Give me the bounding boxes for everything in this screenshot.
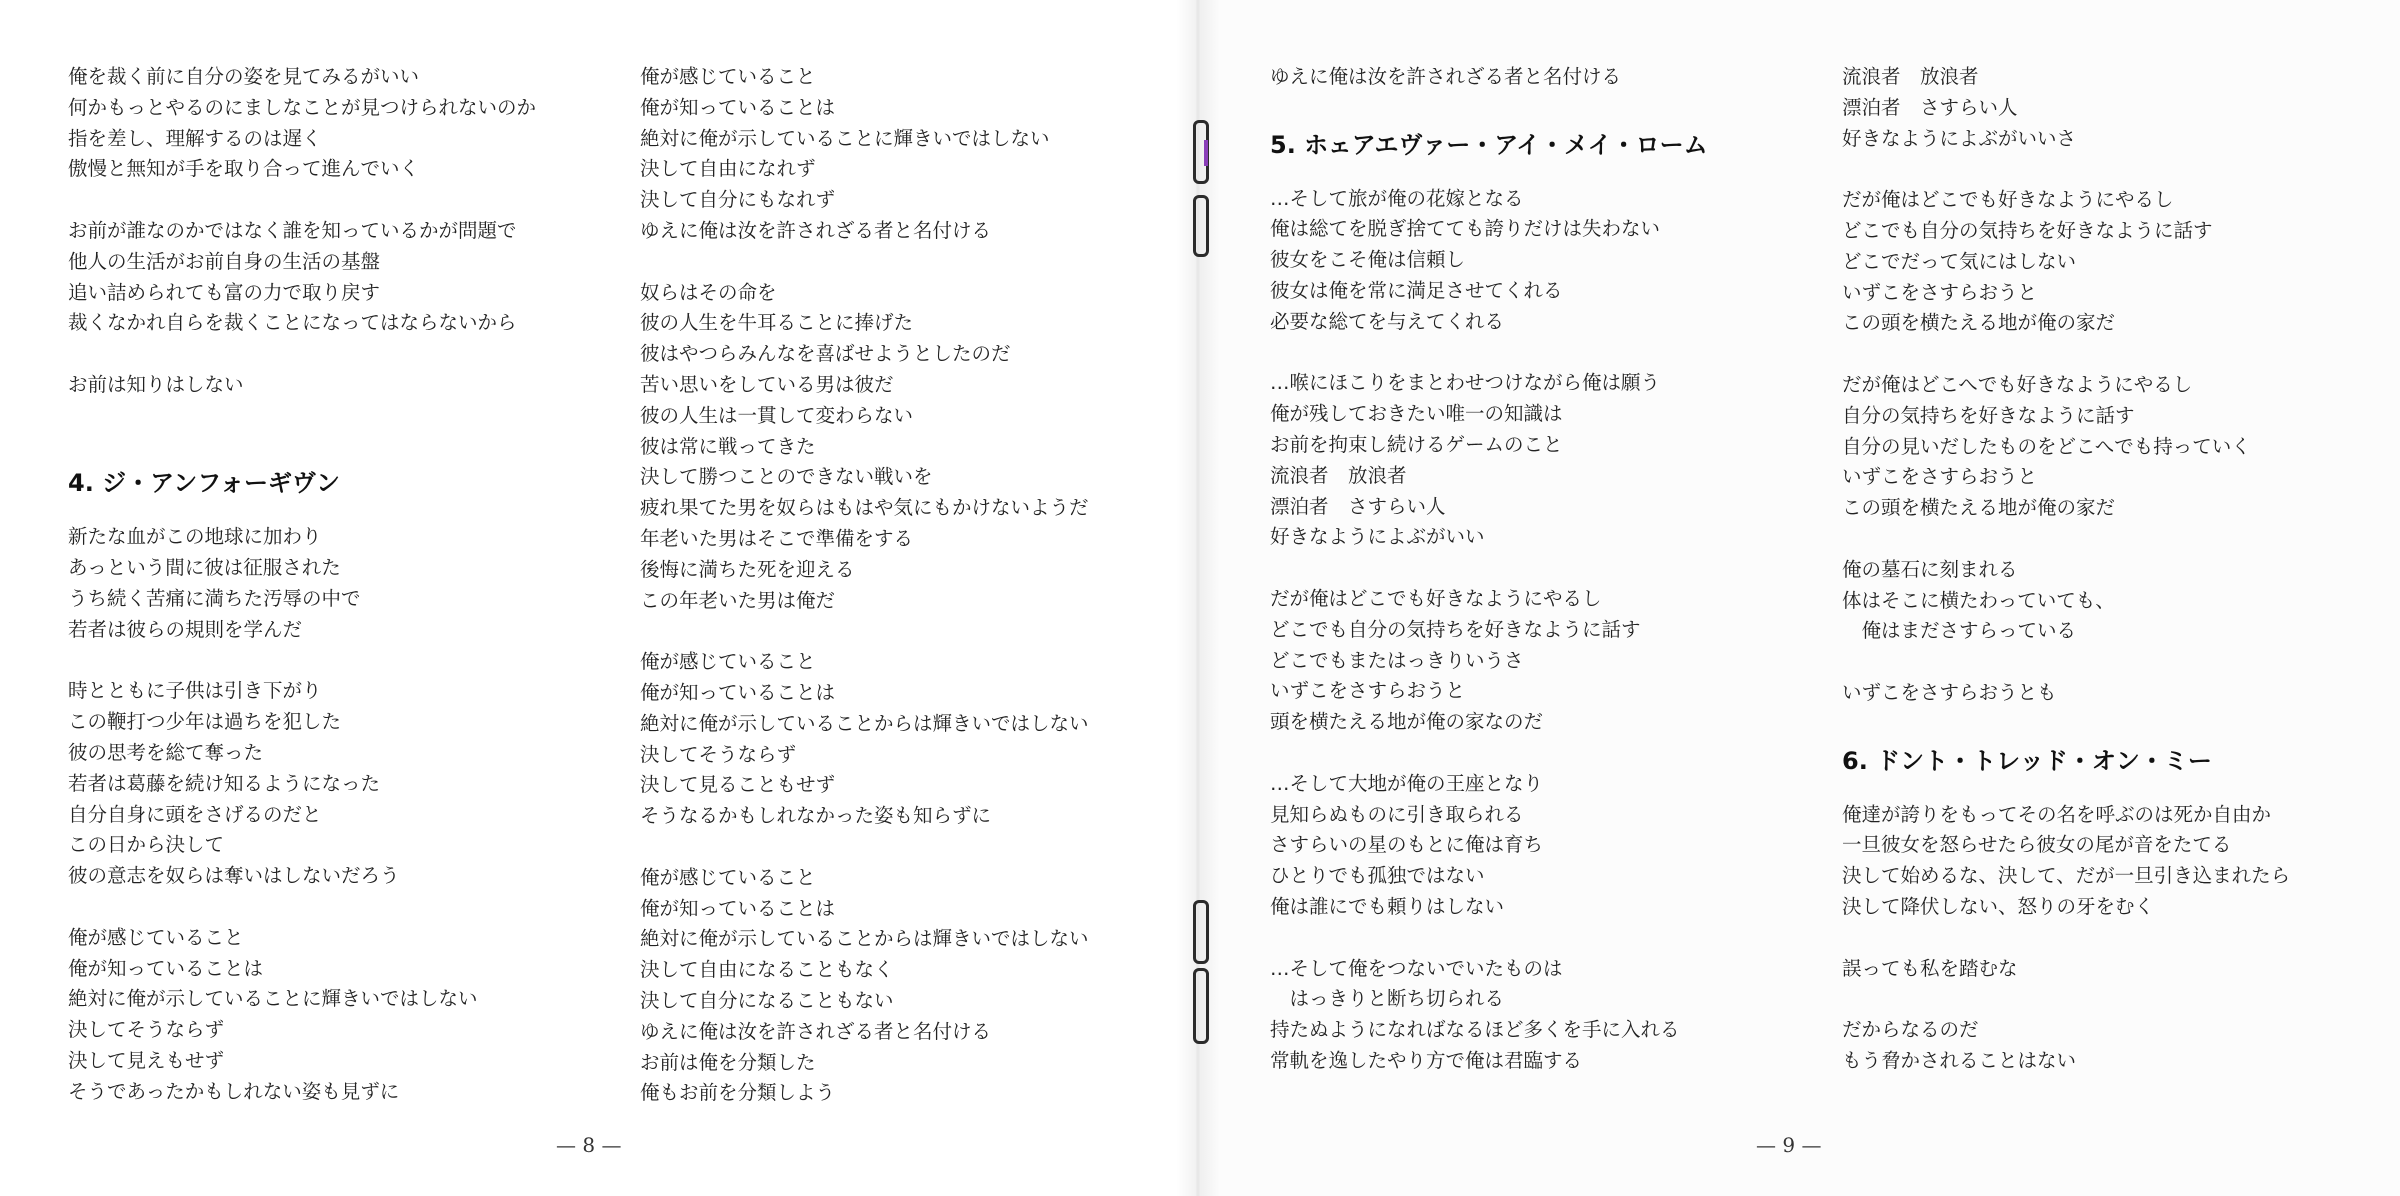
lyric-line: 若者は彼らの規則を学んだ: [68, 617, 303, 641]
stanza-gap: [640, 832, 1200, 863]
stanza-gap: [1270, 923, 1830, 954]
stanza-gap: [1270, 338, 1830, 369]
staple-bottom-upper: [1193, 900, 1209, 964]
lyric-line: 決してそうならず: [640, 742, 797, 766]
lyric-line: ひとりでも孤独ではない: [1270, 864, 1485, 888]
lyric-line: 苦い思いをしている男は彼だ: [640, 372, 894, 396]
lyric-line: 彼の思考を総て奪った: [68, 740, 264, 764]
lyric-line: 彼女をこそ俺は信頼し: [1270, 248, 1466, 272]
lyric-line: 決して勝つことのできない戦いを: [640, 465, 933, 489]
lyric-line: いずこをさすらおうとも: [1842, 680, 2057, 704]
lyric-line: 決して降伏しない、怒りの牙をむく: [1842, 894, 2155, 918]
page-8: [0, 0, 1196, 1196]
lyric-line: 自分の気持ちを好きなように話す: [1842, 403, 2135, 427]
lyric-line: 彼は常に戦ってきた: [640, 434, 816, 458]
lyric-line: いずこをさすらおうと: [1842, 280, 2038, 304]
lyric-line: 彼の人生は一貫して変わらない: [640, 403, 914, 427]
stanza-gap: [68, 339, 628, 370]
lyric-line: 絶対に俺が示していることからは輝きいではしない: [640, 711, 1089, 735]
lyric-line: そうなるかもしれなかった姿も知らずに: [640, 804, 992, 828]
song-heading: 4. ジ・アンフォーギヴン: [68, 469, 341, 498]
lyric-line: 自分の見いだしたものをどこへでも持っていく: [1842, 434, 2251, 458]
lyric-line: この頭を横たえる地が俺の家だ: [1842, 496, 2116, 520]
lyric-line: 俺が感じていること: [640, 650, 816, 674]
lyric-line: 俺が感じていること: [68, 925, 244, 949]
stanza-gap: [68, 185, 628, 216]
stanza-gap: [1842, 647, 2400, 678]
staple-bottom-lower: [1193, 968, 1209, 1044]
lyric-line: 何かもっとやるのにましなことが見つけられないのか: [68, 95, 537, 119]
lyric-line: だが俺はどこでも好きなようにやるし: [1270, 586, 1602, 610]
lyric-line: 俺は誰にでも頼りはしない: [1270, 894, 1505, 918]
lyric-line: そうであったかもしれない姿も見ずに: [68, 1079, 400, 1103]
lyric-line: さすらいの星のもとに俺は育ち: [1270, 833, 1544, 857]
lyric-line: どこでもまたはっきりいうさ: [1270, 648, 1524, 672]
lyric-line: 絶対に俺が示していることからは輝きいではしない: [640, 927, 1089, 951]
stanza-gap: [68, 892, 628, 923]
page-9-column-2: [1842, 62, 2400, 1077]
lyric-line: 流浪者 放浪者: [1842, 65, 1979, 88]
lyric-line: 好きなようによぶがいいさ: [1842, 126, 2077, 150]
lyric-line: 決して自分になることもない: [640, 988, 894, 1012]
lyric-line: はっきりと断ち切られる: [1270, 987, 1505, 1011]
lyric-line: うち続く苦痛に満ちた汚辱の中で: [68, 586, 361, 610]
lyric-line: 決して自分にもなれず: [640, 188, 836, 212]
lyric-line: 漂泊者 さすらい人: [1270, 494, 1446, 518]
lyric-line: …そして大地が俺の王座となり: [1270, 771, 1544, 795]
lyric-line: 俺が知っていることは: [640, 680, 836, 704]
lyric-line: だが俺はどこへでも好きなようにやるし: [1842, 372, 2193, 396]
lyric-line: ゆえに俺は汝を許されざる者と名付ける: [1270, 65, 1622, 88]
lyric-line: 持たぬようになればなるほど多くを手に入れる: [1270, 1018, 1680, 1042]
lyric-line: この日から決して: [68, 833, 225, 857]
lyric-line: 決して自由になることもなく: [640, 958, 894, 982]
lyric-line: 俺の墓石に刻まれる: [1842, 557, 2018, 581]
lyric-line: 俺が残しておきたい唯一の知識は: [1270, 402, 1563, 426]
lyric-line: 俺を裁く前に自分の姿を見てみるがいい: [68, 65, 420, 88]
lyric-line: この年老いた男は俺だ: [640, 588, 836, 612]
lyric-line: 他人の生活がお前自身の生活の基盤: [68, 249, 381, 273]
lyric-line: お前を拘束し続けるゲームのこと: [1270, 432, 1563, 456]
lyric-line: 一旦彼女を怒らせたら彼女の尾が音をたてる: [1842, 833, 2232, 857]
lyric-line: 決してそうならず: [68, 1018, 225, 1042]
lyric-line: もう脅かされることはない: [1842, 1048, 2077, 1072]
stanza-gap: [640, 616, 1200, 647]
lyric-line: どこでも自分の気持ちを好きなように話す: [1842, 218, 2213, 242]
lyric-line: 俺はまださすらっている: [1842, 619, 2077, 643]
page-number-9: — 9 —: [1756, 1133, 1822, 1157]
lyric-line: 決して見ることもせず: [640, 773, 836, 797]
staple-accent-mark: [1204, 140, 1208, 166]
lyric-line: だが俺はどこでも好きなようにやるし: [1842, 188, 2174, 212]
lyric-line: お前が誰なのかではなく誰を知っているかが問題で: [68, 218, 517, 242]
stanza-gap: [1842, 923, 2400, 954]
lyric-line: 常軌を逸したやり方で俺は君臨する: [1270, 1048, 1583, 1072]
page-9-column-1: [1270, 62, 1830, 1077]
lyric-line: どこでだって気にはしない: [1842, 249, 2077, 273]
stanza-gap: [1842, 154, 2400, 185]
lyric-line: 俺は総てを脱ぎ捨てても誇りだけは失わない: [1270, 217, 1661, 241]
lyric-line: 新たな血がこの地球に加わり: [68, 525, 322, 549]
stanza-gap: [1270, 553, 1830, 584]
stanza-gap: [1842, 524, 2400, 555]
lyric-line: 俺が知っていることは: [640, 95, 836, 119]
lyric-line: 後悔に満ちた死を迎える: [640, 557, 855, 581]
lyric-line: いずこをさすらおうと: [1842, 465, 2038, 489]
lyric-line: 絶対に俺が示していることに輝きいではしない: [640, 126, 1050, 150]
lyric-line: ゆえに俺は汝を許されざる者と名付ける: [640, 1019, 992, 1043]
lyric-line: 奴らはその命を: [640, 280, 777, 304]
lyric-line: …そして俺をつないでいたものは: [1270, 956, 1563, 980]
lyric-line: 流浪者 放浪者: [1270, 463, 1407, 487]
page-8-column-2: [640, 62, 1200, 1109]
lyric-line: 彼女は俺を常に満足させてくれる: [1270, 278, 1563, 302]
stanza-gap: [640, 247, 1200, 278]
lyric-line: この頭を横たえる地が俺の家だ: [1842, 311, 2116, 335]
stanza-gap: [1842, 984, 2400, 1015]
lyric-line: 俺達が誇りをもってその名を呼ぶのは死か自由か: [1842, 802, 2272, 826]
lyric-line: 俺が感じていること: [640, 65, 816, 88]
lyric-line: 俺が知っていることは: [640, 896, 836, 920]
lyric-line: 傲慢と無知が手を取り合って進んでいく: [68, 157, 420, 181]
lyric-line: 体はそこに横たわっていても、: [1842, 588, 2115, 612]
stanza-gap: [68, 646, 628, 677]
lyric-line: 漂泊者 さすらい人: [1842, 95, 2018, 119]
lyric-line: お前は知りはしない: [68, 372, 244, 396]
lyric-line: 彼の人生を牛耳ることに捧げた: [640, 311, 914, 335]
lyric-line: 自分自身に頭をさげるのだと: [68, 802, 322, 826]
page-9: [1196, 0, 2400, 1196]
lyric-line: 時とともに子供は引き下がり: [68, 679, 322, 703]
lyric-line: 俺もお前を分類しよう: [640, 1081, 836, 1105]
staple-top-lower: [1193, 195, 1209, 257]
lyric-line: 決して始めるな、決して、だが一旦引き込まれたら: [1842, 864, 2291, 888]
stanza-gap: [1270, 93, 1830, 124]
lyric-line: 必要な総てを与えてくれる: [1270, 309, 1505, 333]
lyric-line: ゆえに俺は汝を許されざる者と名付ける: [640, 218, 992, 242]
song-heading: 6. ドント・トレッド・オン・ミー: [1842, 746, 2212, 775]
lyric-line: いずこをさすらおうと: [1270, 679, 1466, 703]
lyric-line: 若者は葛藤を続け知るようになった: [68, 771, 381, 795]
lyric-line: 裁くなかれ自らを裁くことになってはならないから: [68, 311, 517, 335]
lyric-line: 決して自由になれず: [640, 157, 816, 181]
lyric-line: 彼はやつらみんなを喜ばせようとしたのだ: [640, 342, 1011, 366]
lyric-line: 指を差し、理解するのは遅く: [68, 126, 322, 150]
lyric-line: …喉にほこりをまとわせつけながら俺は願う: [1270, 371, 1661, 395]
lyric-line: 疲れ果てた男を奴らはもはや気にもかけないようだ: [640, 496, 1089, 520]
lyric-line: 追い詰められても富の力で取り戻す: [68, 280, 381, 304]
lyric-line: 見知らぬものに引き取られる: [1270, 802, 1524, 826]
lyric-line: …そして旅が俺の花嫁となる: [1270, 186, 1524, 210]
page-8-column-1: [68, 62, 628, 1108]
lyric-line: どこでも自分の気持ちを好きなように話す: [1270, 617, 1641, 641]
stanza-gap: [1842, 339, 2400, 370]
page-number-8: — 8 —: [556, 1133, 622, 1157]
stanza-gap: [1842, 709, 2400, 740]
lyric-line: 年老いた男はそこで準備をする: [640, 526, 914, 550]
lyric-line: 頭を横たえる地が俺の家なのだ: [1270, 710, 1544, 734]
lyric-line: 俺が感じていること: [640, 865, 816, 889]
lyric-line: あっという間に彼は征服された: [68, 556, 341, 580]
song-heading: 5. ホェアエヴァー・アイ・メイ・ローム: [1270, 130, 1708, 159]
lyric-line: 決して見えもせず: [68, 1048, 225, 1072]
lyric-line: 誤っても私を踏むな: [1842, 956, 2018, 980]
lyric-line: 絶対に俺が示していることに輝きいではしない: [68, 987, 478, 1011]
stanza-gap: [1270, 738, 1830, 769]
stanza-gap: [68, 401, 628, 463]
lyric-line: お前は俺を分類した: [640, 1050, 816, 1074]
lyric-line: この鞭打つ少年は過ちを犯した: [68, 710, 342, 734]
lyric-line: 彼の意志を奴らは奪いはしないだろう: [68, 864, 400, 888]
lyric-line: 好きなようによぶがいい: [1270, 525, 1485, 549]
lyric-line: 俺が知っていることは: [68, 956, 264, 980]
lyric-line: だからなるのだ: [1842, 1018, 1979, 1042]
